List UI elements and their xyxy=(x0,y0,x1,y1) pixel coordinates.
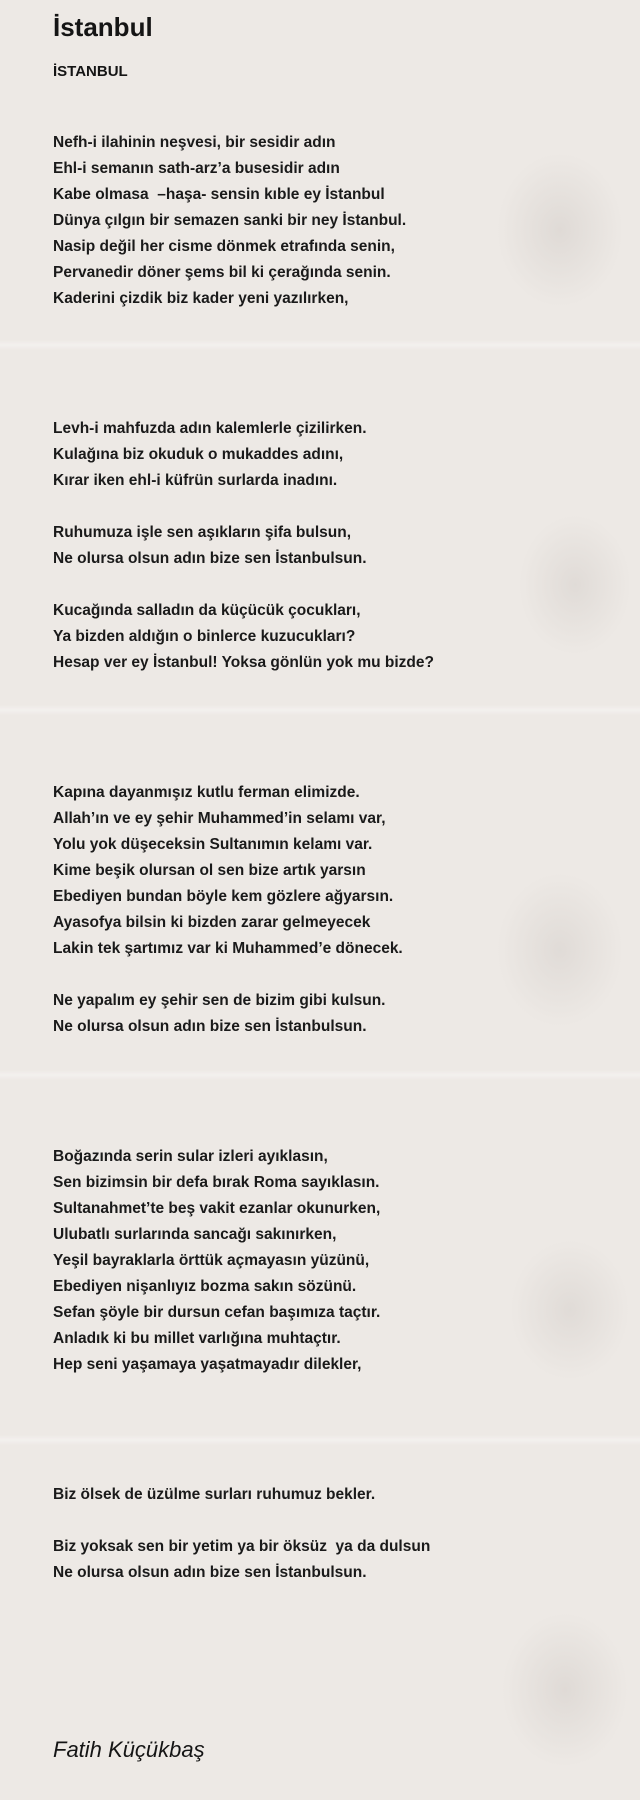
poem-author: Fatih Küçükbaş xyxy=(53,1737,205,1762)
stanza-gap xyxy=(53,754,613,780)
poem-line: Hesap ver ey İstanbul! Yoksa gönlün yok mu bizde? xyxy=(53,654,434,671)
stanza-gap xyxy=(53,390,613,416)
stanza-gap xyxy=(53,494,613,520)
stanza-gap xyxy=(53,338,613,364)
poem-line: Kaderini çizdik biz kader yeni yazılırken, xyxy=(53,290,349,307)
poem-line: Kırar iken ehl-i küfrün surlarda inadını. xyxy=(53,472,338,489)
stanza-gap xyxy=(53,572,613,598)
poem-subtitle: İSTANBUL xyxy=(53,63,128,80)
poem-line: Sultanahmet’te beş vakit ezanlar okunurken, xyxy=(53,1200,381,1217)
poem-line: Ya bizden aldığın o binlerce kuzucukları? xyxy=(53,628,356,645)
poem-line: Ruhumuza işle sen aşıkların şifa bulsun, xyxy=(53,524,352,541)
poem-body xyxy=(53,130,613,1586)
poem-line: Ne olursa olsun adın bize sen İstanbulsun. xyxy=(53,1018,367,1035)
stanza-gap xyxy=(53,1066,613,1092)
stanza-gap xyxy=(53,1040,613,1066)
poem-line: Kabe olmasa –haşa- sensin kıble ey İstanbul xyxy=(53,186,385,203)
poem-line: Sen bizimsin bir defa bırak Roma sayıklasın. xyxy=(53,1174,380,1191)
stanza-gap xyxy=(53,364,613,390)
poem-line: Anladık ki bu millet varlığına muhtaçtır. xyxy=(53,1330,341,1347)
stanza-gap xyxy=(53,962,613,988)
stanza-gap xyxy=(53,702,613,728)
stanza-gap xyxy=(53,1430,613,1456)
stanza-gap xyxy=(53,1456,613,1482)
stanza-gap xyxy=(53,1404,613,1430)
poem-line: Yeşil bayraklarla örttük açmayasın yüzünü, xyxy=(53,1252,370,1269)
poem-line: Allah’ın ve ey şehir Muhammed’in selamı var, xyxy=(53,810,386,827)
stanza-gap xyxy=(53,1118,613,1144)
poem-line: Kapına dayanmışız kutlu ferman elimizde. xyxy=(53,784,360,801)
poem-line: Nefh-i ilahinin neşvesi, bir sesidir adın xyxy=(53,134,336,151)
poem-header xyxy=(53,10,613,82)
poem-line: Yolu yok düşeceksin Sultanımın kelamı var. xyxy=(53,836,373,853)
poem-line: Pervanedir döner şems bil ki çerağında senin. xyxy=(53,264,391,281)
poem-line: Ebediyen bundan böyle kem gözlere ağyarsın. xyxy=(53,888,394,905)
poem-line: Levh-i mahfuzda adın kalemlerle çizilirken. xyxy=(53,420,367,437)
stanza-gap xyxy=(53,728,613,754)
poem-line: Ebediyen nişanlıyız bozma sakın sözünü. xyxy=(53,1278,357,1295)
poem-line: Nasip değil her cisme dönmek etrafında senin, xyxy=(53,238,395,255)
stanza-gap xyxy=(53,1092,613,1118)
poem-line: Lakin tek şartımız var ki Muhammed’e dönecek. xyxy=(53,940,403,957)
poem-line: Biz yoksak sen bir yetim ya bir öksüz ya da dulsun xyxy=(53,1538,431,1555)
poem-line: Ayasofya bilsin ki bizden zarar gelmeyecek xyxy=(53,914,371,931)
poem-line: Kulağına biz okuduk o mukaddes adını, xyxy=(53,446,344,463)
poem-line: Ulubatlı surlarında sancağı sakınırken, xyxy=(53,1226,337,1243)
poem-line: Dünya çılgın bir semazen sanki bir ney İstanbul. xyxy=(53,212,407,229)
poem-line: Hep seni yaşamaya yaşatmayadır dilekler, xyxy=(53,1356,362,1373)
stanza-gap xyxy=(53,676,613,702)
poem-title: İstanbul xyxy=(53,12,153,42)
stanza-gap xyxy=(53,1508,613,1534)
poem-line: Kime beşik olursan ol sen bize artık yarsın xyxy=(53,862,366,879)
poem-line: Ehl-i semanın sath-arz’a busesidir adın xyxy=(53,160,340,177)
poem-line: Ne olursa olsun adın bize sen İstanbulsun. xyxy=(53,1564,367,1581)
poem-line: Ne yapalım ey şehir sen de bizim gibi kulsun. xyxy=(53,992,386,1009)
poem-line: Sefan şöyle bir dursun cefan başımıza taçtır. xyxy=(53,1304,381,1321)
poem-line: Ne olursa olsun adın bize sen İstanbulsun. xyxy=(53,550,367,567)
poem-line: Biz ölsek de üzülme surları ruhumuz bekler. xyxy=(53,1486,376,1503)
stanza-gap xyxy=(53,312,613,338)
poem-line: Kucağında salladın da küçücük çocukları, xyxy=(53,602,361,619)
stanza-gap xyxy=(53,1378,613,1404)
poem-line: Boğazında serin sular izleri ayıklasın, xyxy=(53,1148,328,1165)
